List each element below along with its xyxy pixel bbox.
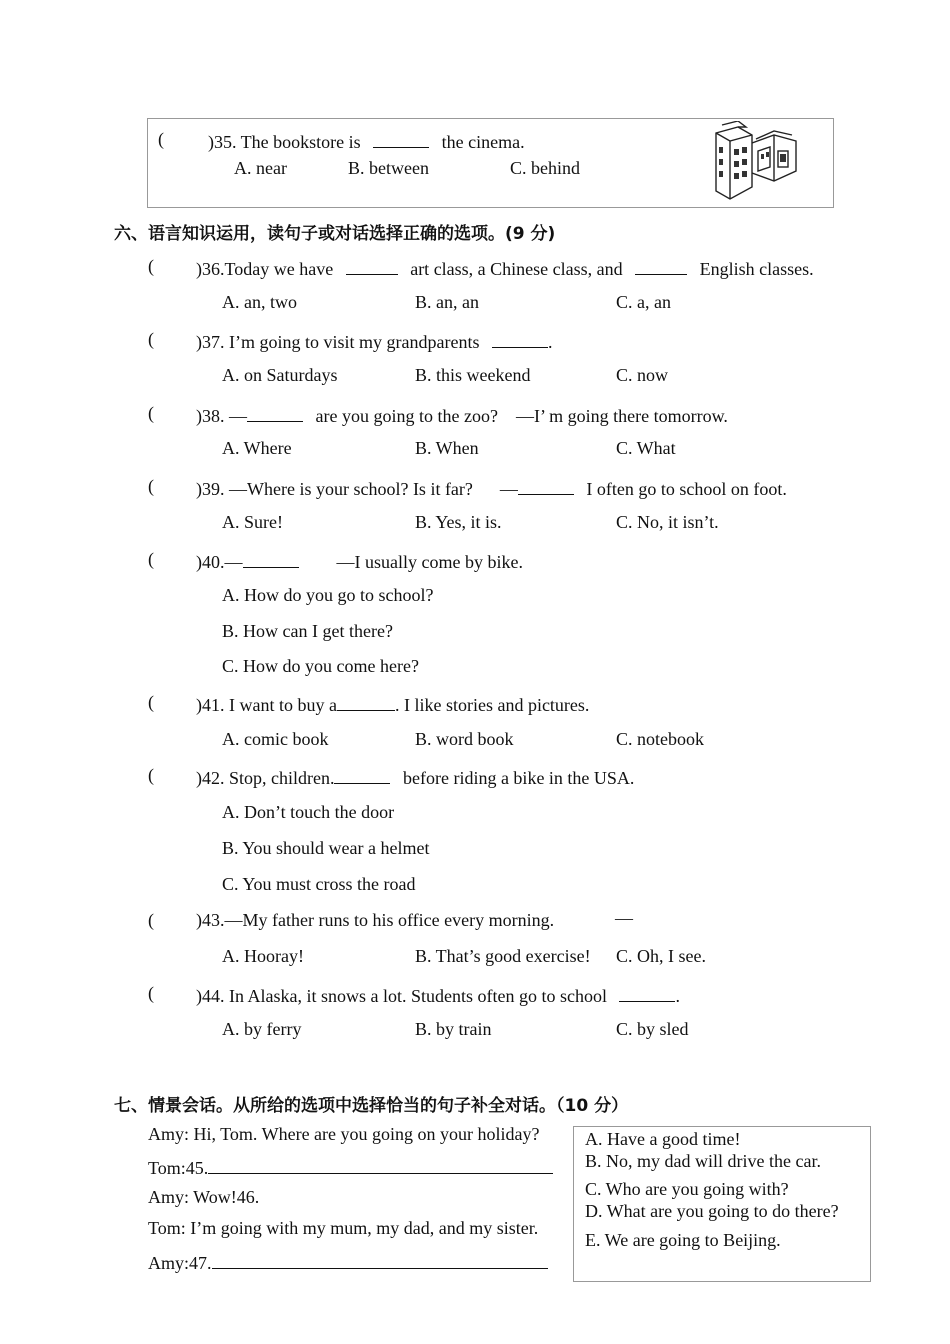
q44-option-a: A. by ferry	[222, 1019, 302, 1039]
q39-stem: )39. —Where is your school? Is it far? — I often go to school on foot.	[196, 476, 787, 500]
q39-option-b: B. Yes, it is.	[415, 512, 502, 532]
q36-option-c: C. a, an	[616, 292, 671, 312]
q39-option-c: C. No, it isn’t.	[616, 512, 719, 532]
answer-blank	[247, 403, 303, 422]
q44-option-b: B. by train	[415, 1019, 492, 1039]
dialogue-option-c: C. Who are you going with?	[585, 1179, 789, 1199]
answer-paren: (	[158, 129, 164, 149]
answer-blank	[373, 129, 429, 148]
q43-option-b: B. That’s good exercise!	[415, 946, 591, 966]
q44-stem: )44. In Alaska, it snows a lot. Students often go to school .	[196, 983, 680, 1007]
dialogue-option-b: B. No, my dad will drive the car.	[585, 1151, 821, 1171]
q36-option-b: B. an, an	[415, 292, 479, 312]
dialogue-line: Tom:45.	[148, 1155, 553, 1179]
answer-paren: (	[148, 403, 154, 423]
answer-blank	[619, 983, 675, 1002]
answer-blank	[212, 1250, 548, 1269]
answer-blank	[518, 476, 574, 495]
q40-option-c: C. How do you come here?	[222, 656, 419, 676]
answer-blank	[243, 549, 299, 568]
q41-stem: )41. I want to buy a . I like stories and pictures.	[196, 692, 589, 716]
q43-option-a: A. Hooray!	[222, 946, 304, 966]
dialogue-line: Tom: I’m going with my mum, my dad, and my sister.	[148, 1218, 539, 1238]
answer-blank	[337, 692, 395, 711]
dialogue-option-d: D. What are you going to do there?	[585, 1201, 839, 1221]
answer-blank	[346, 256, 398, 275]
answer-paren: (	[148, 256, 154, 276]
dialogue-line: Amy:47.	[148, 1250, 548, 1274]
q42-option-c: C. You must cross the road	[222, 874, 416, 894]
q42-option-a: A. Don’t touch the door	[222, 802, 395, 822]
answer-paren: (	[148, 549, 154, 569]
answer-paren: (	[148, 910, 154, 930]
answer-paren: (	[148, 983, 154, 1003]
q38-stem: )38. — are you going to the zoo? —I’ m going there tomorrow.	[196, 403, 728, 427]
dialogue-line: Amy: Hi, Tom. Where are you going on your holiday?	[148, 1124, 540, 1144]
q41-option-c: C. notebook	[616, 729, 704, 749]
q43-option-c: C. Oh, I see.	[616, 946, 706, 966]
q40-option-b: B. How can I get there?	[222, 621, 393, 641]
q44-option-c: C. by sled	[616, 1019, 689, 1039]
q37-option-b: B. this weekend	[415, 365, 531, 385]
answer-blank	[208, 1155, 553, 1174]
q42-option-b: B. You should wear a helmet	[222, 838, 430, 858]
q37-option-c: C. now	[616, 365, 669, 385]
answer-paren: (	[148, 476, 154, 496]
q38-option-c: C. What	[616, 438, 676, 458]
q35-option-b: B. between	[348, 158, 429, 178]
q35-option-a: A. near	[234, 158, 287, 178]
answer-blank	[635, 256, 687, 275]
section-7-heading: 七、情景会话。从所给的选项中选择恰当的句子补全对话。（10 分）	[114, 1096, 629, 1116]
answer-blank	[492, 329, 548, 348]
q42-stem: )42. Stop, children. before riding a bike in the USA.	[196, 765, 634, 789]
q40-stem: )40.— —I usually come by bike.	[196, 549, 523, 573]
q40-option-a: A. How do you go to school?	[222, 585, 434, 605]
q35-option-c: C. behind	[510, 158, 580, 178]
q37-stem: )37. I’m going to visit my grandparents .	[196, 329, 552, 353]
q36-option-a: A. an, two	[222, 292, 297, 312]
section-6-heading: 六、语言知识运用，读句子或对话选择正确的选项。(9 分)	[114, 224, 556, 244]
dialogue-option-a: A. Have a good time!	[585, 1129, 741, 1149]
q37-option-a: A. on Saturdays	[222, 365, 338, 385]
dialogue-option-e: E. We are going to Beijing.	[585, 1230, 781, 1250]
q38-option-a: A. Where	[222, 438, 292, 458]
q41-option-b: B. word book	[415, 729, 514, 749]
q35-stem: )35. The bookstore is the cinema.	[208, 129, 525, 153]
building-illustration-icon	[712, 121, 804, 203]
answer-paren: (	[148, 329, 154, 349]
answer-blank	[334, 765, 390, 784]
answer-paren: (	[148, 692, 154, 712]
q38-option-b: B. When	[415, 438, 479, 458]
answer-paren: (	[148, 765, 154, 785]
q43-response-dash: —	[615, 908, 633, 928]
q36-stem: )36.Today we have art class, a Chinese class, and English classes.	[196, 256, 814, 280]
dialogue-options-box	[573, 1126, 871, 1282]
dialogue-line: Amy: Wow!46.	[148, 1187, 260, 1207]
q41-option-a: A. comic book	[222, 729, 329, 749]
q43-stem: )43.—My father runs to his office every morning.	[196, 910, 555, 930]
q39-option-a: A. Sure!	[222, 512, 283, 532]
